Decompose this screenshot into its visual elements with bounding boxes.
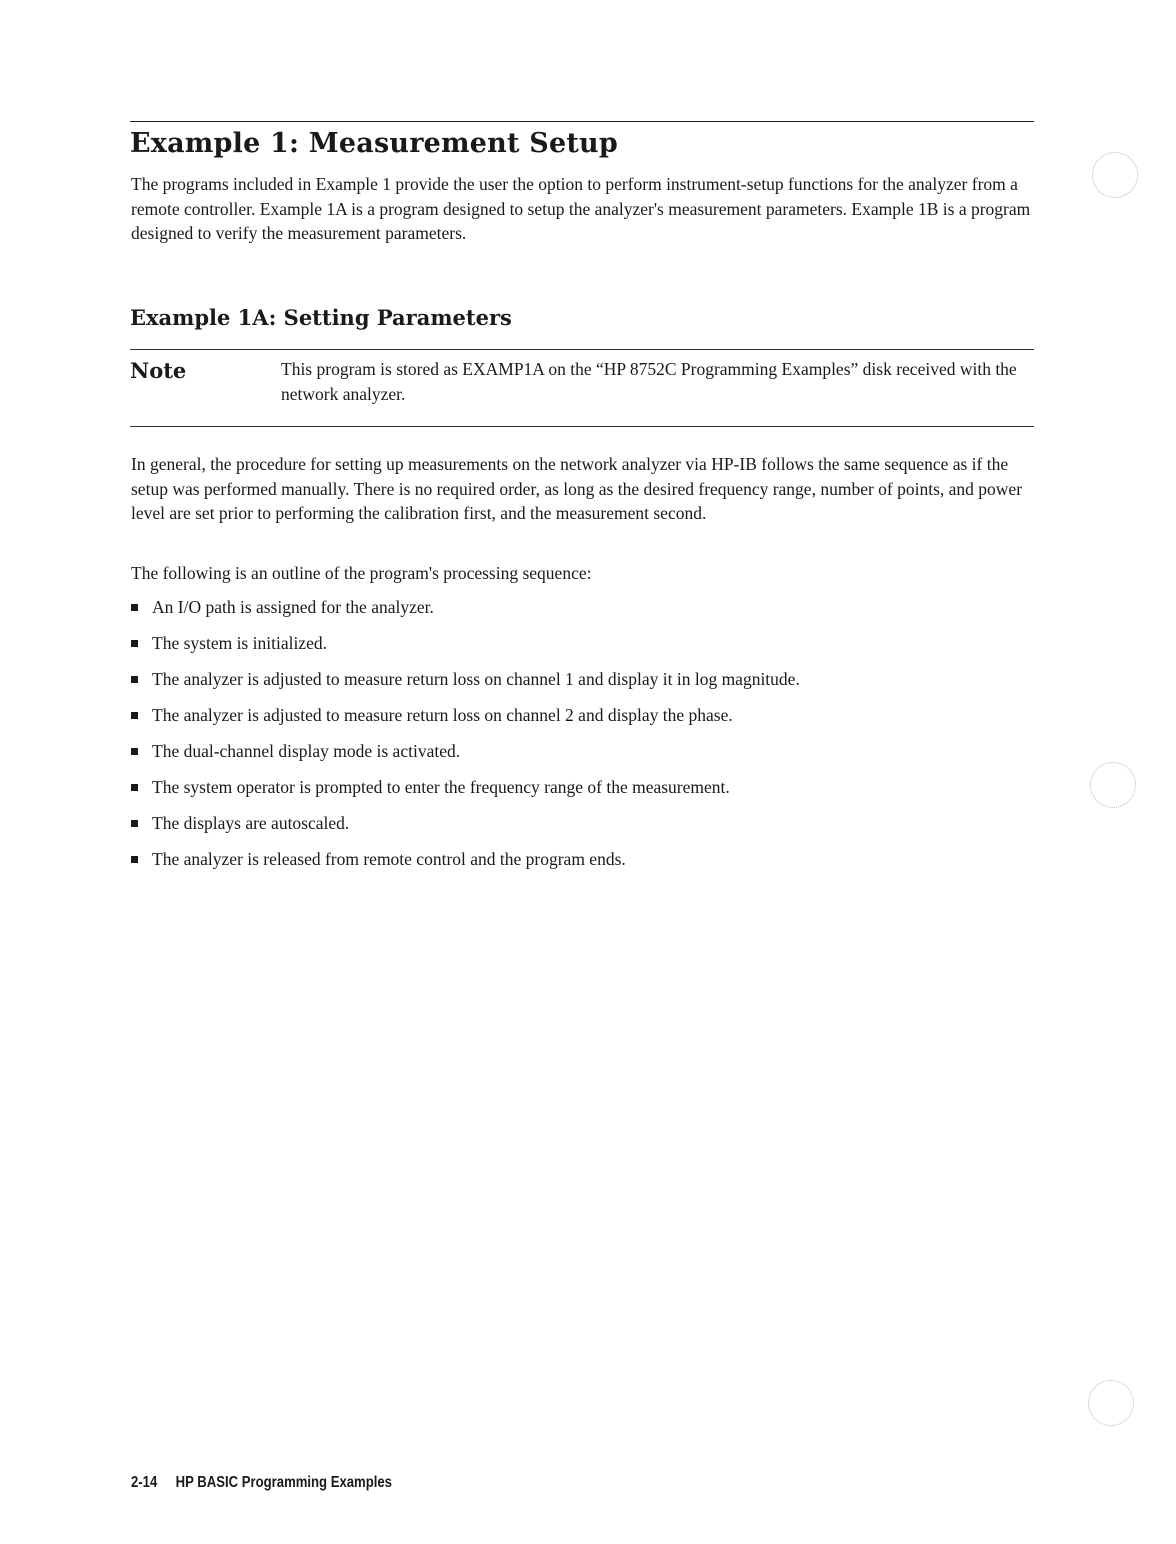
list-item: The analyzer is adjusted to measure return loss on channel 1 and display it in log magnitude. — [131, 667, 800, 703]
page-footer — [131, 1474, 392, 1492]
list-item: The analyzer is released from remote control and the program ends. — [131, 847, 800, 883]
note-top-rule — [130, 349, 1034, 350]
punch-hole-middle — [1090, 762, 1136, 808]
list-item: The system is initialized. — [131, 631, 800, 667]
bullet-square-icon — [131, 640, 138, 647]
bullet-square-icon — [131, 676, 138, 683]
page-number: 2-14 — [131, 1474, 158, 1491]
footer-title: HP BASIC Programming Examples — [175, 1474, 392, 1491]
intro-paragraph: The programs included in Example 1 provide the user the option to perform instrument-setup functions for the analyzer from a remote controller. Example 1A is a program designed to setup the analyzer's measurement parameters. Example 1B is a program designed to verify the measurement parameters. — [131, 174, 1031, 244]
bullet-square-icon — [131, 784, 138, 791]
note-bottom-rule — [130, 426, 1034, 427]
body-paragraph-procedure: In general, the procedure for setting up measurements on the network analyzer via HP-IB follows the same sequence as if the setup was performed manually. There is no required order, as long as the desired frequency range, number of points, and power level are set prior to performing the calibration first, and the measurement second. — [131, 454, 1023, 524]
section-top-rule — [130, 121, 1034, 122]
subsection-heading: Example 1A: Setting Parameters — [130, 305, 512, 330]
note-text: This program is stored as EXAMP1A on the “HP 8752C Programming Examples” disk received with the network analyzer. — [281, 359, 1017, 404]
list-item: The analyzer is adjusted to measure return loss on channel 2 and display the phase. — [131, 703, 800, 739]
list-item: The system operator is prompted to enter the frequency range of the measurement. — [131, 775, 800, 811]
section-heading: Example 1: Measurement Setup — [130, 128, 618, 159]
punch-hole-bottom — [1088, 1380, 1134, 1426]
list-item: The dual-channel display mode is activated. — [131, 739, 800, 775]
bullet-square-icon — [131, 712, 138, 719]
punch-hole-top — [1092, 152, 1138, 198]
bullet-square-icon — [131, 856, 138, 863]
note-label: Note — [130, 358, 187, 383]
body-paragraph-outline: The following is an outline of the program's processing sequence: — [131, 563, 592, 583]
list-item: The displays are autoscaled. — [131, 811, 800, 847]
bullet-square-icon — [131, 748, 138, 755]
processing-sequence-list — [131, 595, 800, 883]
list-item: An I/O path is assigned for the analyzer. — [131, 595, 800, 631]
bullet-square-icon — [131, 604, 138, 611]
bullet-square-icon — [131, 820, 138, 827]
